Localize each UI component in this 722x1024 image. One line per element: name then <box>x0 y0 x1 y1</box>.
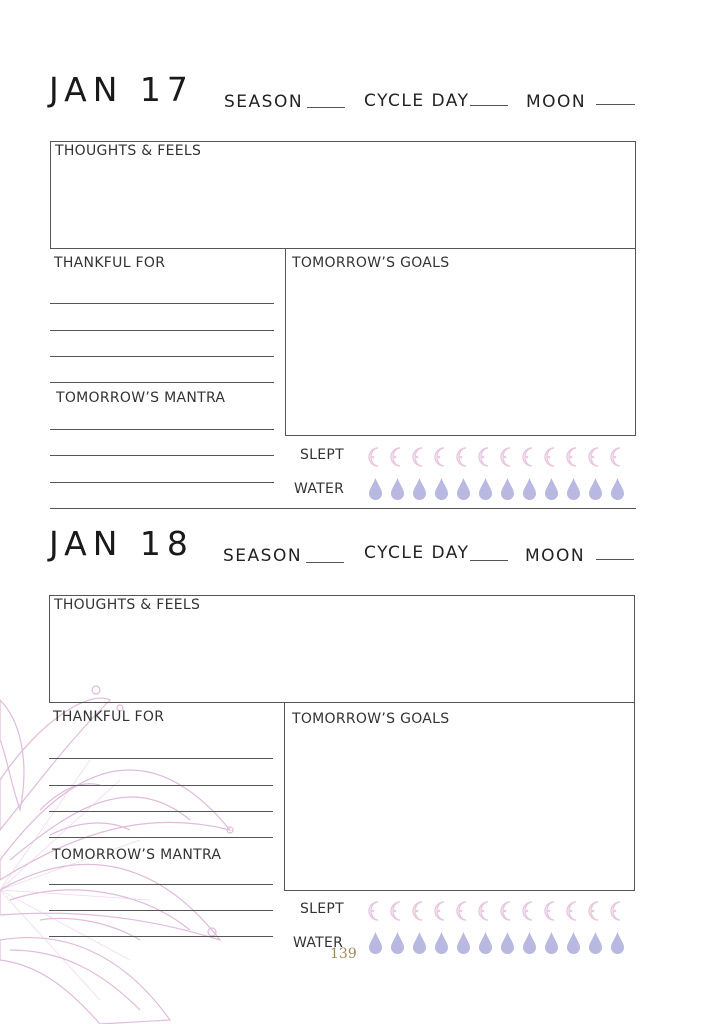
crescent-moon-icon[interactable] <box>586 899 605 923</box>
mantra-label: TOMORROW’S MANTRA <box>52 847 222 863</box>
moon-label: MOON <box>525 546 586 566</box>
slept-label: SLEPT <box>300 901 345 917</box>
goals-label: TOMORROW’S GOALS <box>292 255 450 271</box>
thankful-line[interactable] <box>50 303 274 304</box>
crescent-moon-icon[interactable] <box>608 899 627 923</box>
mantra-line[interactable] <box>50 482 274 483</box>
goals-label: TOMORROW’S GOALS <box>292 711 450 727</box>
mantra-label: TOMORROW’S MANTRA <box>56 390 226 406</box>
crescent-moon-icon[interactable] <box>432 445 451 469</box>
thankful-line[interactable] <box>50 330 274 331</box>
water-drop-icon[interactable] <box>608 477 627 501</box>
crescent-moon-icon[interactable] <box>432 899 451 923</box>
mantra-line[interactable] <box>49 910 273 911</box>
crescent-moon-icon[interactable] <box>564 899 583 923</box>
water-drop-icon[interactable] <box>542 931 561 955</box>
mantra-line[interactable] <box>49 936 273 937</box>
water-drop-icon[interactable] <box>410 477 429 501</box>
season-field[interactable] <box>306 562 344 563</box>
water-drop-icon[interactable] <box>542 477 561 501</box>
water-label: WATER <box>293 935 344 951</box>
water-tracker[interactable] <box>366 931 627 955</box>
crescent-moon-icon[interactable] <box>476 899 495 923</box>
date-heading: JAN 17 <box>49 70 194 109</box>
water-drop-icon[interactable] <box>388 477 407 501</box>
water-drop-icon[interactable] <box>586 477 605 501</box>
slept-tracker[interactable] <box>366 899 627 923</box>
goals-box[interactable] <box>285 248 636 436</box>
water-drop-icon[interactable] <box>432 477 451 501</box>
moon-label: MOON <box>526 92 587 112</box>
crescent-moon-icon[interactable] <box>542 445 561 469</box>
crescent-moon-icon[interactable] <box>476 445 495 469</box>
crescent-moon-icon[interactable] <box>520 445 539 469</box>
water-drop-icon[interactable] <box>432 931 451 955</box>
crescent-moon-icon[interactable] <box>410 899 429 923</box>
water-drop-icon[interactable] <box>454 931 473 955</box>
crescent-moon-icon[interactable] <box>366 445 385 469</box>
slept-tracker[interactable] <box>366 445 627 469</box>
crescent-moon-icon[interactable] <box>454 899 473 923</box>
water-drop-icon[interactable] <box>586 931 605 955</box>
thankful-line[interactable] <box>49 758 273 759</box>
thankful-label: THANKFUL FOR <box>54 255 166 271</box>
crescent-moon-icon[interactable] <box>608 445 627 469</box>
water-drop-icon[interactable] <box>498 477 517 501</box>
goals-box[interactable] <box>284 702 635 891</box>
thankful-line[interactable] <box>50 382 274 383</box>
thankful-line[interactable] <box>49 837 273 838</box>
date-heading: JAN 18 <box>49 524 194 563</box>
moon-field[interactable] <box>596 559 634 560</box>
crescent-moon-icon[interactable] <box>388 445 407 469</box>
cycle-day-label: CYCLE DAY <box>364 91 470 111</box>
crescent-moon-icon[interactable] <box>586 445 605 469</box>
mantra-line[interactable] <box>50 455 274 456</box>
crescent-moon-icon[interactable] <box>454 445 473 469</box>
thankful-label: THANKFUL FOR <box>53 709 165 725</box>
water-drop-icon[interactable] <box>454 477 473 501</box>
mantra-line[interactable] <box>50 429 274 430</box>
crescent-moon-icon[interactable] <box>542 899 561 923</box>
thankful-line[interactable] <box>49 811 273 812</box>
moon-field[interactable] <box>596 104 635 105</box>
slept-label: SLEPT <box>300 447 345 463</box>
crescent-moon-icon[interactable] <box>498 899 517 923</box>
thoughts-label: THOUGHTS & FEELS <box>55 143 202 159</box>
water-drop-icon[interactable] <box>608 931 627 955</box>
crescent-moon-icon[interactable] <box>366 899 385 923</box>
water-drop-icon[interactable] <box>520 477 539 501</box>
water-drop-icon[interactable] <box>564 477 583 501</box>
crescent-moon-icon[interactable] <box>520 899 539 923</box>
crescent-moon-icon[interactable] <box>498 445 517 469</box>
cycle-day-field[interactable] <box>470 560 508 561</box>
water-drop-icon[interactable] <box>366 931 385 955</box>
thankful-line[interactable] <box>50 356 274 357</box>
water-label: WATER <box>294 481 345 497</box>
water-drop-icon[interactable] <box>410 931 429 955</box>
thoughts-label: THOUGHTS & FEELS <box>54 597 201 613</box>
crescent-moon-icon[interactable] <box>410 445 429 469</box>
water-drop-icon[interactable] <box>520 931 539 955</box>
water-drop-icon[interactable] <box>498 931 517 955</box>
page-number: 139 <box>330 946 357 962</box>
crescent-moon-icon[interactable] <box>564 445 583 469</box>
water-drop-icon[interactable] <box>388 931 407 955</box>
season-field[interactable] <box>307 107 345 108</box>
cycle-day-label: CYCLE DAY <box>364 543 470 563</box>
water-drop-icon[interactable] <box>476 477 495 501</box>
crescent-moon-icon[interactable] <box>388 899 407 923</box>
water-drop-icon[interactable] <box>366 477 385 501</box>
mantra-line[interactable] <box>49 884 273 885</box>
cycle-day-field[interactable] <box>470 105 508 106</box>
season-label: SEASON <box>223 546 303 566</box>
season-label: SEASON <box>224 92 304 112</box>
water-tracker[interactable] <box>366 477 627 501</box>
water-drop-icon[interactable] <box>476 931 495 955</box>
water-drop-icon[interactable] <box>564 931 583 955</box>
thankful-line[interactable] <box>49 785 273 786</box>
section-divider <box>50 508 636 509</box>
